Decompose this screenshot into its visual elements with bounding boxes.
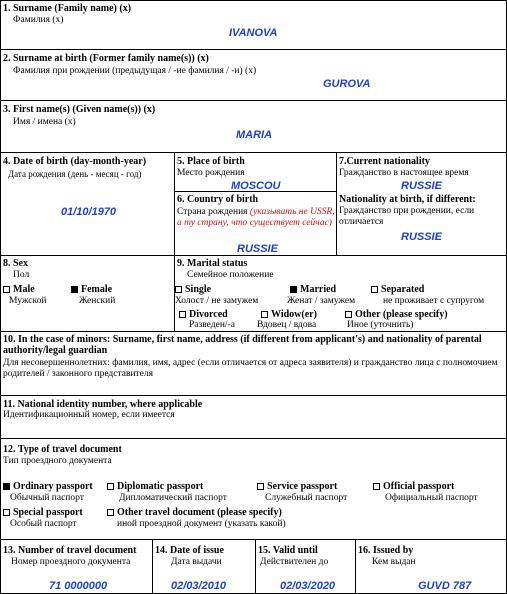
single-checkbox[interactable] bbox=[175, 286, 182, 293]
sex-option-female-ru: Женский bbox=[79, 296, 116, 306]
issued-by-label: 16. Issued by bbox=[358, 545, 414, 556]
first-name-label: 3. First name(s) (Given name(s)) (x) bbox=[3, 104, 156, 115]
country-of-birth-note: (указывать не USSR, а ту страну, что существует сейчас) bbox=[177, 207, 335, 228]
issue-date-value[interactable]: 02/03/2010 bbox=[171, 580, 227, 592]
nationality-at-birth-value[interactable]: RUSSIE bbox=[401, 231, 442, 243]
dob-label: 4. Date of birth (day-month-year) bbox=[3, 156, 147, 167]
field-country-of-birth bbox=[174, 191, 337, 256]
marital-option-single-ru: Холост / не замужем bbox=[175, 296, 259, 306]
nationality-label: 7.Current nationality bbox=[339, 156, 430, 167]
special-passport-checkbox[interactable] bbox=[3, 509, 10, 516]
place-of-birth-label-ru: Место рождения bbox=[177, 168, 245, 178]
place-of-birth-value[interactable]: MOSCOU bbox=[231, 180, 281, 192]
marital-status-label: 9. Marital status bbox=[177, 258, 248, 269]
valid-until-value[interactable]: 02/03/2020 bbox=[280, 580, 336, 592]
field-travel-document-type bbox=[0, 438, 507, 540]
separated-checkbox[interactable] bbox=[371, 286, 378, 293]
surname-at-birth-label-ru: Фамилия при рождении (предыдущая / -ие фамилия / -и) (x) bbox=[13, 66, 257, 76]
doc-option-other[interactable]: Other travel document (please specify) bbox=[107, 507, 282, 518]
field-minors-guardian bbox=[0, 331, 507, 396]
female-checkbox[interactable] bbox=[71, 286, 78, 293]
nationality-at-birth-label-ru: Гражданство при рождении, если отличается bbox=[339, 206, 475, 227]
doc-option-official[interactable]: Official passport bbox=[373, 481, 454, 492]
doc-option-special-ru: Особый паспорт bbox=[10, 519, 77, 529]
issued-by-value[interactable]: GUVD 787 bbox=[418, 580, 472, 592]
place-of-birth-label: 5. Place of birth bbox=[177, 156, 245, 167]
doc-option-diplomatic[interactable]: Diplomatic passport bbox=[107, 481, 203, 492]
dob-label-ru: Дата рождения (день - месяц - год) bbox=[8, 169, 142, 179]
marital-option-other[interactable]: Other (please specify) bbox=[345, 309, 448, 320]
first-name-value[interactable]: MARIA bbox=[236, 129, 273, 141]
surname-at-birth-label: 2. Surname at birth (Former family name(s)) (x) bbox=[3, 53, 209, 64]
travel-doc-type-label-ru: Тип проездного документа bbox=[3, 456, 112, 466]
marital-option-separated[interactable]: Separated bbox=[371, 284, 424, 295]
marital-option-widower-ru: Вдовец / вдова bbox=[257, 320, 317, 330]
nationality-at-birth-label: Nationality at birth, if different: bbox=[339, 194, 476, 205]
field-surname-at-birth bbox=[0, 49, 507, 101]
field-sex bbox=[0, 255, 175, 332]
nationality-value[interactable]: RUSSIE bbox=[401, 180, 442, 192]
field-place-of-birth bbox=[174, 152, 337, 192]
valid-until-label-ru: Действителен до bbox=[260, 557, 329, 567]
sex-label: 8. Sex bbox=[3, 258, 28, 269]
doc-option-diplomatic-ru: Дипломатический паспорт bbox=[119, 493, 227, 503]
country-of-birth-value[interactable]: RUSSIE bbox=[237, 243, 278, 255]
travel-doc-type-label: 12. Type of travel document bbox=[3, 444, 122, 455]
doc-number-label-ru: Номер проездного документа bbox=[11, 557, 131, 567]
field-valid-until bbox=[255, 539, 356, 594]
nationality-label-ru: Гражданство в настоящее время bbox=[339, 168, 469, 178]
doc-option-ordinary[interactable]: Ordinary passport bbox=[3, 481, 93, 492]
marital-status-label-ru: Семейное положение bbox=[187, 270, 274, 280]
field-nationality bbox=[336, 152, 507, 256]
field-national-id bbox=[0, 395, 507, 439]
issue-date-label: 14. Date of issue bbox=[155, 545, 224, 556]
issue-date-label-ru: Дата выдачи bbox=[171, 557, 222, 567]
valid-until-label: 15. Valid until bbox=[258, 545, 318, 556]
marital-option-divorced[interactable]: Divorced bbox=[179, 309, 228, 320]
sex-option-male-ru: Мужской bbox=[9, 296, 47, 306]
ordinary-passport-checkbox[interactable] bbox=[3, 483, 10, 490]
issued-by-label-ru: Кем выдан bbox=[372, 557, 416, 567]
surname-label-ru: Фамилия (x) bbox=[13, 15, 64, 25]
country-of-birth-label: 6. Country of birth bbox=[177, 194, 259, 205]
married-checkbox[interactable] bbox=[290, 286, 297, 293]
national-id-label-ru: Идентификационный номер, если имеется bbox=[3, 410, 175, 420]
field-date-of-issue bbox=[152, 539, 256, 594]
surname-value[interactable]: IVANOVA bbox=[229, 27, 278, 39]
doc-option-official-ru: Официальный паспорт bbox=[385, 493, 478, 503]
field-surname bbox=[0, 0, 507, 50]
marital-option-widower[interactable]: Widow(er) bbox=[261, 309, 317, 320]
widower-checkbox[interactable] bbox=[261, 311, 268, 318]
sex-option-male[interactable]: Male bbox=[3, 284, 35, 295]
surname-label: 1. Surname (Family name) (x) bbox=[3, 3, 132, 14]
field-date-of-birth bbox=[0, 152, 175, 256]
country-of-birth-label-ru: Страна рождения (указывать не USSR, а ту страну, что существует сейчас) bbox=[177, 207, 335, 228]
field-first-name bbox=[0, 100, 507, 153]
doc-option-service[interactable]: Service passport bbox=[257, 481, 337, 492]
national-id-label: 11. National identity number, where applicable bbox=[3, 399, 203, 410]
male-checkbox[interactable] bbox=[3, 286, 10, 293]
marital-option-married-ru: Женат / замужем bbox=[287, 296, 356, 306]
field-issued-by bbox=[355, 539, 507, 594]
official-passport-checkbox[interactable] bbox=[373, 483, 380, 490]
doc-option-special[interactable]: Special passport bbox=[3, 507, 83, 518]
marital-option-married[interactable]: Married bbox=[290, 284, 336, 295]
marital-option-divorced-ru: Разведен/-а bbox=[189, 320, 235, 330]
doc-option-service-ru: Служебный паспорт bbox=[265, 493, 348, 503]
diplomatic-passport-checkbox[interactable] bbox=[107, 483, 114, 490]
marital-option-separated-ru: не проживает с супругом bbox=[383, 296, 485, 306]
field-travel-document-number bbox=[0, 539, 153, 594]
minors-guardian-label: 10. In the case of minors: Surname, first name, address (if different from applicant's) and nationality of parental authority/legal guardian bbox=[3, 334, 482, 356]
doc-option-ordinary-ru: Обычный паспорт bbox=[10, 493, 84, 503]
doc-number-value[interactable]: 71 0000000 bbox=[49, 580, 108, 592]
sex-label-ru: Пол bbox=[13, 270, 30, 280]
sex-option-female[interactable]: Female bbox=[71, 284, 112, 295]
first-name-label-ru: Имя / имена (x) bbox=[13, 117, 76, 127]
other-document-checkbox[interactable] bbox=[107, 509, 114, 516]
divorced-checkbox[interactable] bbox=[179, 311, 186, 318]
doc-option-other-ru: иной проездной документ (указать какой) bbox=[117, 519, 286, 529]
surname-at-birth-value[interactable]: GUROVA bbox=[323, 78, 371, 90]
service-passport-checkbox[interactable] bbox=[257, 483, 264, 490]
marital-option-single[interactable]: Single bbox=[175, 284, 211, 295]
minors-guardian-label-ru: Для несовершеннолетних: фамилия, имя, адрес (если отличается от адреса заявителя) и гражданство лица с полномочием родителей / законного представителя bbox=[3, 358, 498, 379]
dob-value[interactable]: 01/10/1970 bbox=[61, 206, 117, 218]
marital-option-other-ru: Иное (уточнить) bbox=[347, 320, 414, 330]
doc-number-label: 13. Number of travel document bbox=[3, 545, 137, 556]
field-marital-status bbox=[174, 255, 507, 332]
other-marital-checkbox[interactable] bbox=[345, 311, 352, 318]
